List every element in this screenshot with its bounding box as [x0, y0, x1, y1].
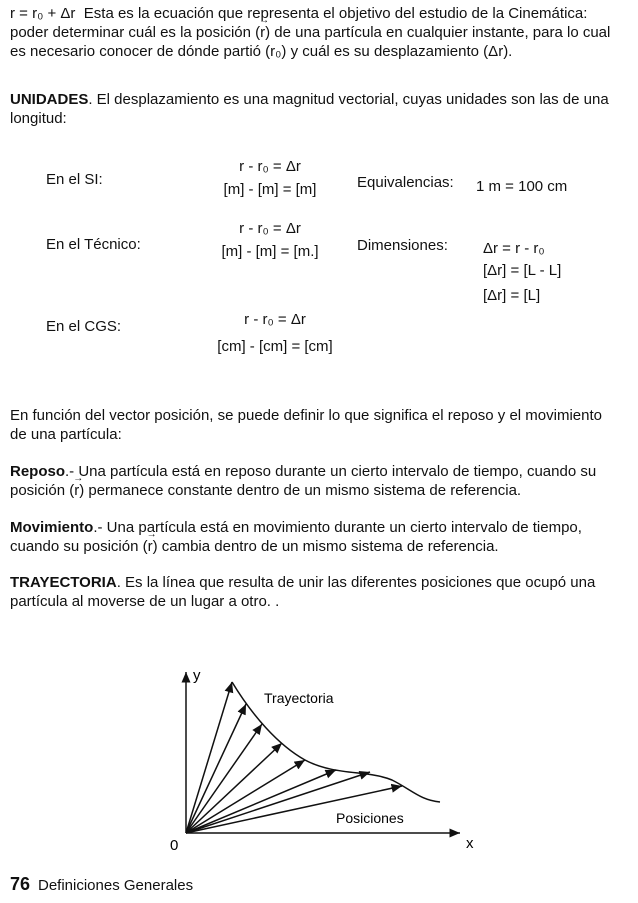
unidades-text: . El desplazamiento es una magnitud vectorial, cuyas unidades son las de una longitud: — [10, 91, 609, 127]
r-vector-symbol: → r — [260, 23, 265, 42]
system-label-cgs: En el CGS: — [46, 318, 122, 335]
trajectory-label: Trayectoria — [264, 690, 334, 706]
movimiento-heading: Movimiento — [10, 519, 94, 536]
system-label-si: En el SI: — [46, 171, 103, 188]
equivalencias-label: Equivalencias: — [357, 174, 454, 191]
positions-label: Posiciones — [336, 810, 404, 826]
system-equation-si: r - r₀ = Δr — [239, 158, 301, 175]
reposo-text-1: .- Una partícula está en reposo durante un cierto intervalo de tiempo, cuando su posición ( — [10, 463, 597, 499]
section-title: Definiciones Generales — [38, 877, 194, 894]
intro-text-3: ) y cuál es su desplazamiento ( — [281, 43, 489, 60]
intro-text-2: ) de una partícula en cualquier instante, para lo cual es necesario conocer de dónde partió ( — [10, 24, 611, 60]
origin-label: 0 — [170, 837, 179, 854]
unidades-heading: UNIDADES — [10, 91, 89, 108]
trayectoria-heading: TRAYECTORIA — [10, 574, 117, 591]
equivalencias-value: 1 m = 100 cm — [476, 178, 568, 195]
reposo-r-symbol: → r — [74, 481, 79, 500]
page-number: 76 — [10, 874, 31, 894]
system-units-si: [m] - [m] = [m] — [223, 181, 317, 198]
trayectoria-text: . Es la línea que resulta de unir las diferentes posiciones que ocupó una partícula al moverse de un lugar a otro. . — [10, 574, 596, 610]
dimensiones-label: Dimensiones: — [357, 237, 448, 254]
position-vector — [186, 760, 305, 833]
y-axis-label: y — [193, 667, 201, 684]
dimensiones-line-2: [Δr] = [L - L] — [483, 262, 562, 279]
intro-text-4: ). — [503, 43, 513, 60]
system-label-tecnico: En el Técnico: — [46, 236, 141, 253]
intro-text-1: Esta es la ecuación que representa el objetivo del estudio de la Cinemática: poder determinar cuál es la posición ( — [10, 5, 588, 41]
dimensiones-line-3: [Δr] = [L] — [483, 287, 541, 304]
movimiento-r-symbol: → r — [148, 537, 153, 556]
movimiento-text-2: ) cambia dentro de un mismo sistema de referencia. — [152, 538, 499, 555]
reposo-heading: Reposo — [10, 463, 66, 480]
reposo-text-2: ) permanece constante dentro de un mismo sistema de referencia. — [79, 482, 522, 499]
movimiento-text-1: .- Una partícula está en movimiento durante un cierto intervalo de tiempo, cuando su posición ( — [10, 519, 582, 555]
system-units-tecnico: [m] - [m] = [m.] — [221, 243, 319, 260]
dimensiones-line-1: Δr = r - r₀ — [483, 240, 545, 257]
system-equation-cgs: r - r₀ = Δr — [244, 311, 306, 328]
intro-formula: r = r₀ + Δr — [10, 5, 76, 22]
funcion-paragraph: En función del vector posición, se puede definir lo que significa el reposo y el movimiento de una partícula: — [10, 407, 603, 443]
position-vector — [186, 682, 232, 833]
r0-vector-symbol: r₀ — [270, 43, 282, 60]
x-axis-label: x — [466, 835, 474, 852]
system-units-cgs: [cm] - [cm] = [cm] — [217, 338, 333, 355]
dr-vector-symbol: Δr — [488, 43, 504, 60]
position-vector — [186, 704, 246, 833]
system-equation-tecnico: r - r₀ = Δr — [239, 220, 301, 237]
